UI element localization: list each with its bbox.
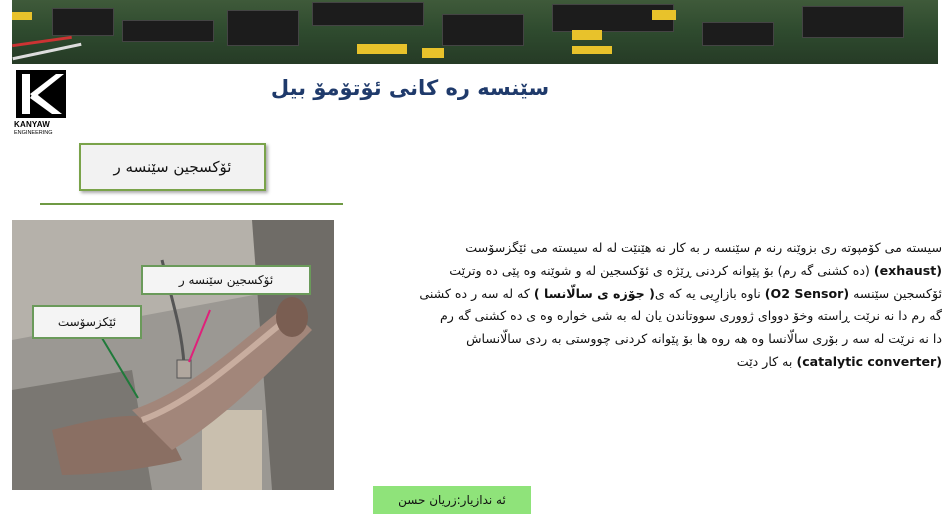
divider-line xyxy=(40,203,343,205)
body-term-exhaust: (exhaust) xyxy=(873,262,942,278)
kanyaw-logo xyxy=(16,70,66,140)
body-line: (catalytic converter) بە کار دێت xyxy=(736,353,942,369)
section-heading: ئۆکسجین سێنسە ر xyxy=(113,158,232,176)
callout-exhaust: ئێکزسۆست xyxy=(32,305,142,339)
body-line: ئۆکسجین سێنسە (O2 Sensor) ناوە بازارِیی یە کە ی( جۆزە ی سالّانسا ) کە لە سە ر دە کشنی xyxy=(419,285,942,301)
body-line: (exhaust) (دە کشنی گە رم) بۆ پێوانە کردنی ڕێژە ی ئۆکسجین لە و شوێنە وە پێی دە وترێت xyxy=(449,262,942,278)
body-line: دا نە نرێت لە سە ر بۆری سالّانسا وە هە روە ها بۆ پێوانە کردنی چووستی بە ردی سالّانساش xyxy=(466,331,942,347)
section-heading-box xyxy=(79,143,266,191)
body-term-local-name: ( جۆزە ی سالّانسا ) xyxy=(533,285,655,301)
body-line: گە رم دا نە نرێت ڕاستە وخۆ دووای ژووری سووتاندن یان لە بە شی خوارە وە ی دە کشنی گە رم xyxy=(439,308,942,324)
body-term-catalytic: (catalytic converter) xyxy=(796,353,942,369)
author-credit: ئە ندازیار:زریان حسن xyxy=(373,486,531,514)
body-line: سیستە می کۆمپوتە ری بزوێنە رنە م سێنسە ر بە کار نە هێنێت لە لە سیستە می ئێگزسۆست xyxy=(465,240,942,255)
logo-subtitle: ENGINEERING xyxy=(14,130,53,136)
callout-oxygen-sensor: ئۆکسجین سێنسە ر xyxy=(141,265,311,295)
circuit-board-banner xyxy=(12,0,938,64)
body-term-o2-sensor: (O2 Sensor) xyxy=(764,285,850,301)
exhaust-sensor-photo xyxy=(12,220,334,490)
logo-name: KANYAW xyxy=(14,120,51,129)
kanyaw-logo-icon xyxy=(16,70,66,118)
page-title: سێنسە رە کانی ئۆتۆمۆ بیل xyxy=(270,76,550,100)
body-paragraph xyxy=(352,237,942,374)
